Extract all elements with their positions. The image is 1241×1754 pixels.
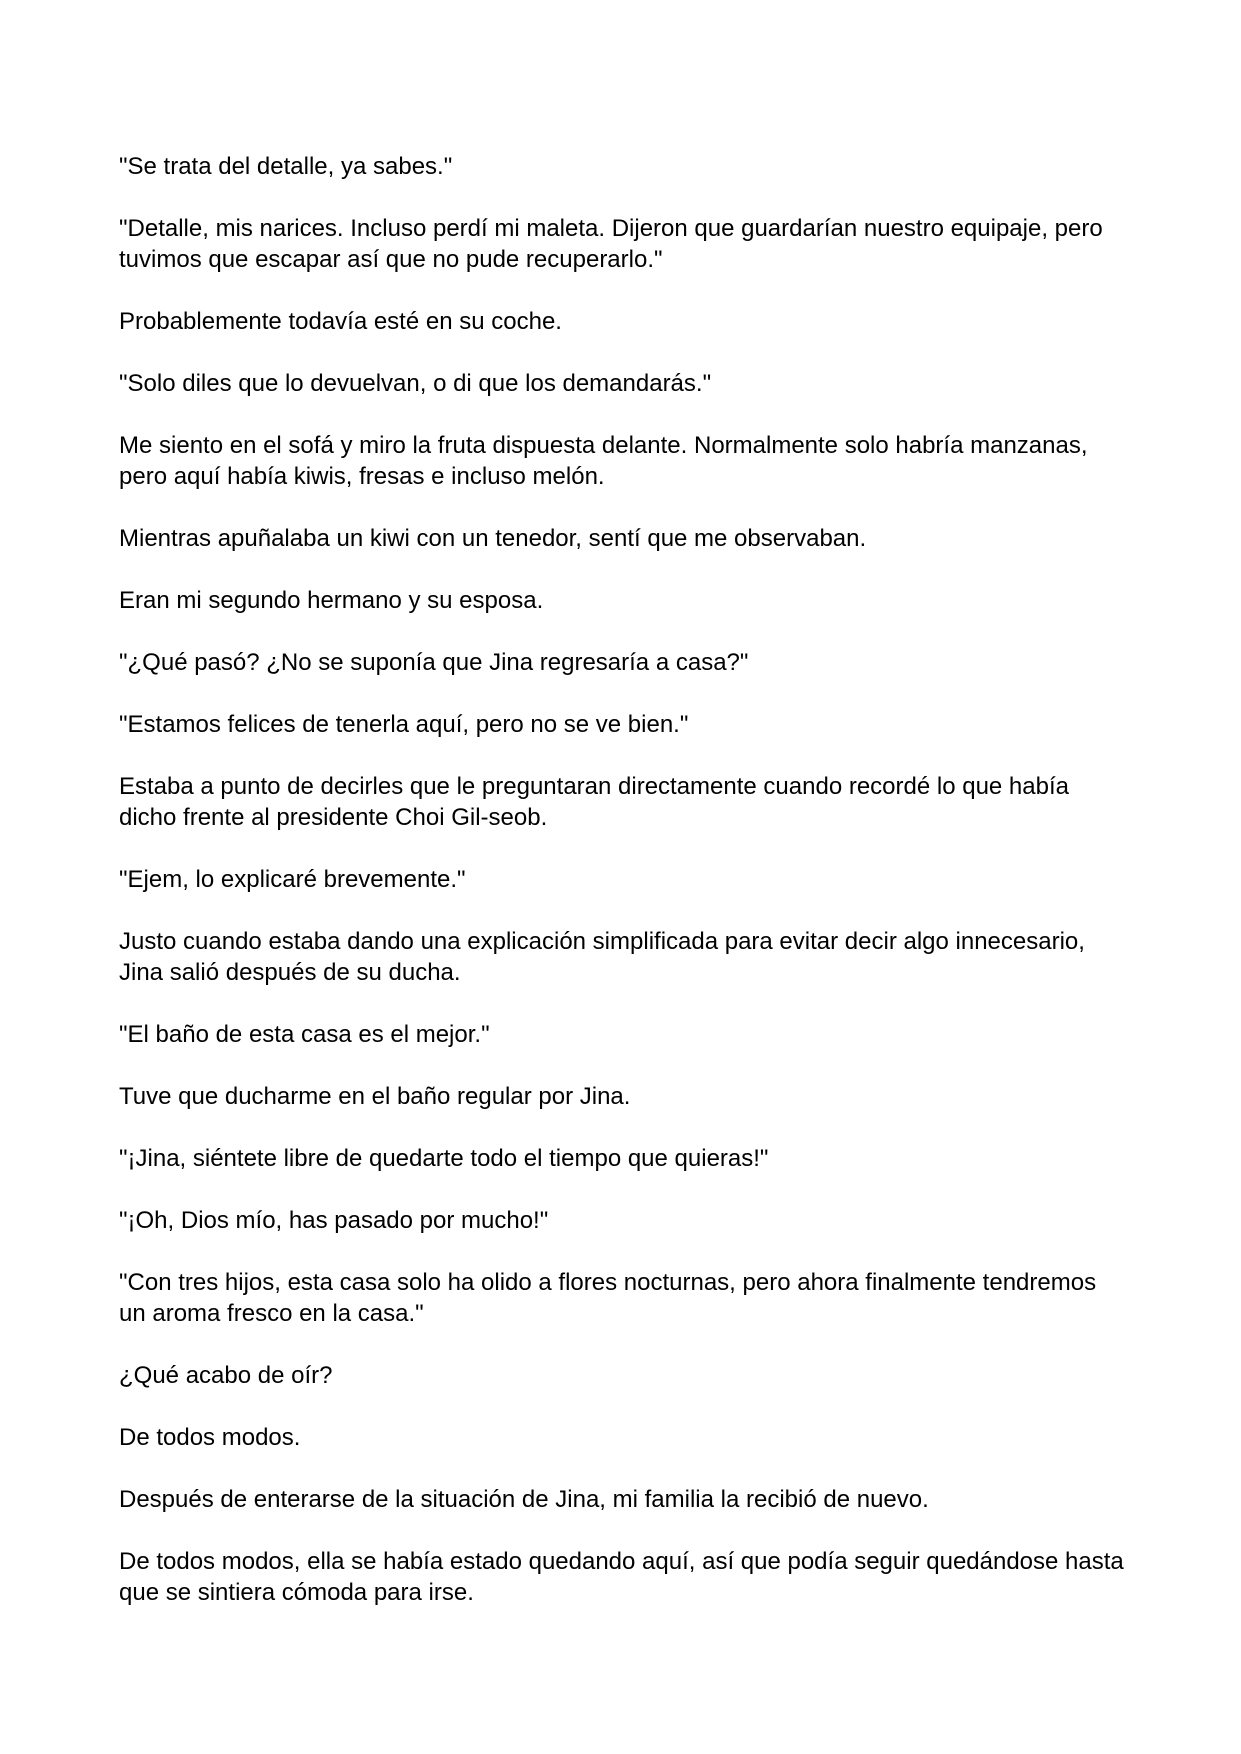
paragraph-7: Eran mi segundo hermano y su esposa. bbox=[119, 587, 544, 614]
paragraph-5: Me siento en el sofá y miro la fruta dispuesta delante. Normalmente solo habría manzanas, pero aquí había kiwis, fresas e incluso melón. bbox=[119, 432, 1088, 490]
paragraph-14: Tuve que ducharme en el baño regular por Jina. bbox=[119, 1083, 631, 1110]
paragraph-16: "¡Oh, Dios mío, has pasado por mucho!" bbox=[119, 1207, 549, 1234]
paragraph-2: "Detalle, mis narices. Incluso perdí mi maleta. Dijeron que guardarían nuestro equipaje, pero tuvimos que escapar así que no pude recuperarlo." bbox=[119, 215, 1103, 273]
paragraph-17: "Con tres hijos, esta casa solo ha olido a flores nocturnas, pero ahora finalmente tendremos un aroma fresco en la casa." bbox=[119, 1269, 1097, 1327]
paragraph-20: Después de enterarse de la situación de Jina, mi familia la recibió de nuevo. bbox=[119, 1486, 929, 1513]
paragraph-1: "Se trata del detalle, ya sabes." bbox=[119, 153, 453, 180]
paragraph-8: "¿Qué pasó? ¿No se suponía que Jina regresaría a casa?" bbox=[119, 649, 749, 676]
paragraph-15: "¡Jina, siéntete libre de quedarte todo el tiempo que quieras!" bbox=[119, 1145, 769, 1172]
paragraph-21: De todos modos, ella se había estado quedando aquí, así que podía seguir quedándose hasta que se sintiera cómoda para irse. bbox=[119, 1548, 1124, 1606]
paragraph-11: "Ejem, lo explicaré brevemente." bbox=[119, 866, 466, 893]
paragraph-9: "Estamos felices de tenerla aquí, pero no se ve bien." bbox=[119, 711, 689, 738]
paragraph-10: Estaba a punto de decirles que le preguntaran directamente cuando recordé lo que había dicho frente al presidente Choi Gil-seob. bbox=[119, 773, 1069, 831]
paragraph-4: "Solo diles que lo devuelvan, o di que los demandarás." bbox=[119, 370, 712, 397]
paragraph-6: Mientras apuñalaba un kiwi con un tenedor, sentí que me observaban. bbox=[119, 525, 867, 552]
paragraph-13: "El baño de esta casa es el mejor." bbox=[119, 1021, 490, 1048]
document-body bbox=[119, 151, 1129, 1608]
paragraph-18: ¿Qué acabo de oír? bbox=[119, 1362, 333, 1389]
paragraph-12: Justo cuando estaba dando una explicación simplificada para evitar decir algo innecesario, Jina salió después de su ducha. bbox=[119, 928, 1085, 986]
paragraph-3: Probablemente todavía esté en su coche. bbox=[119, 308, 562, 335]
paragraph-19: De todos modos. bbox=[119, 1424, 301, 1451]
